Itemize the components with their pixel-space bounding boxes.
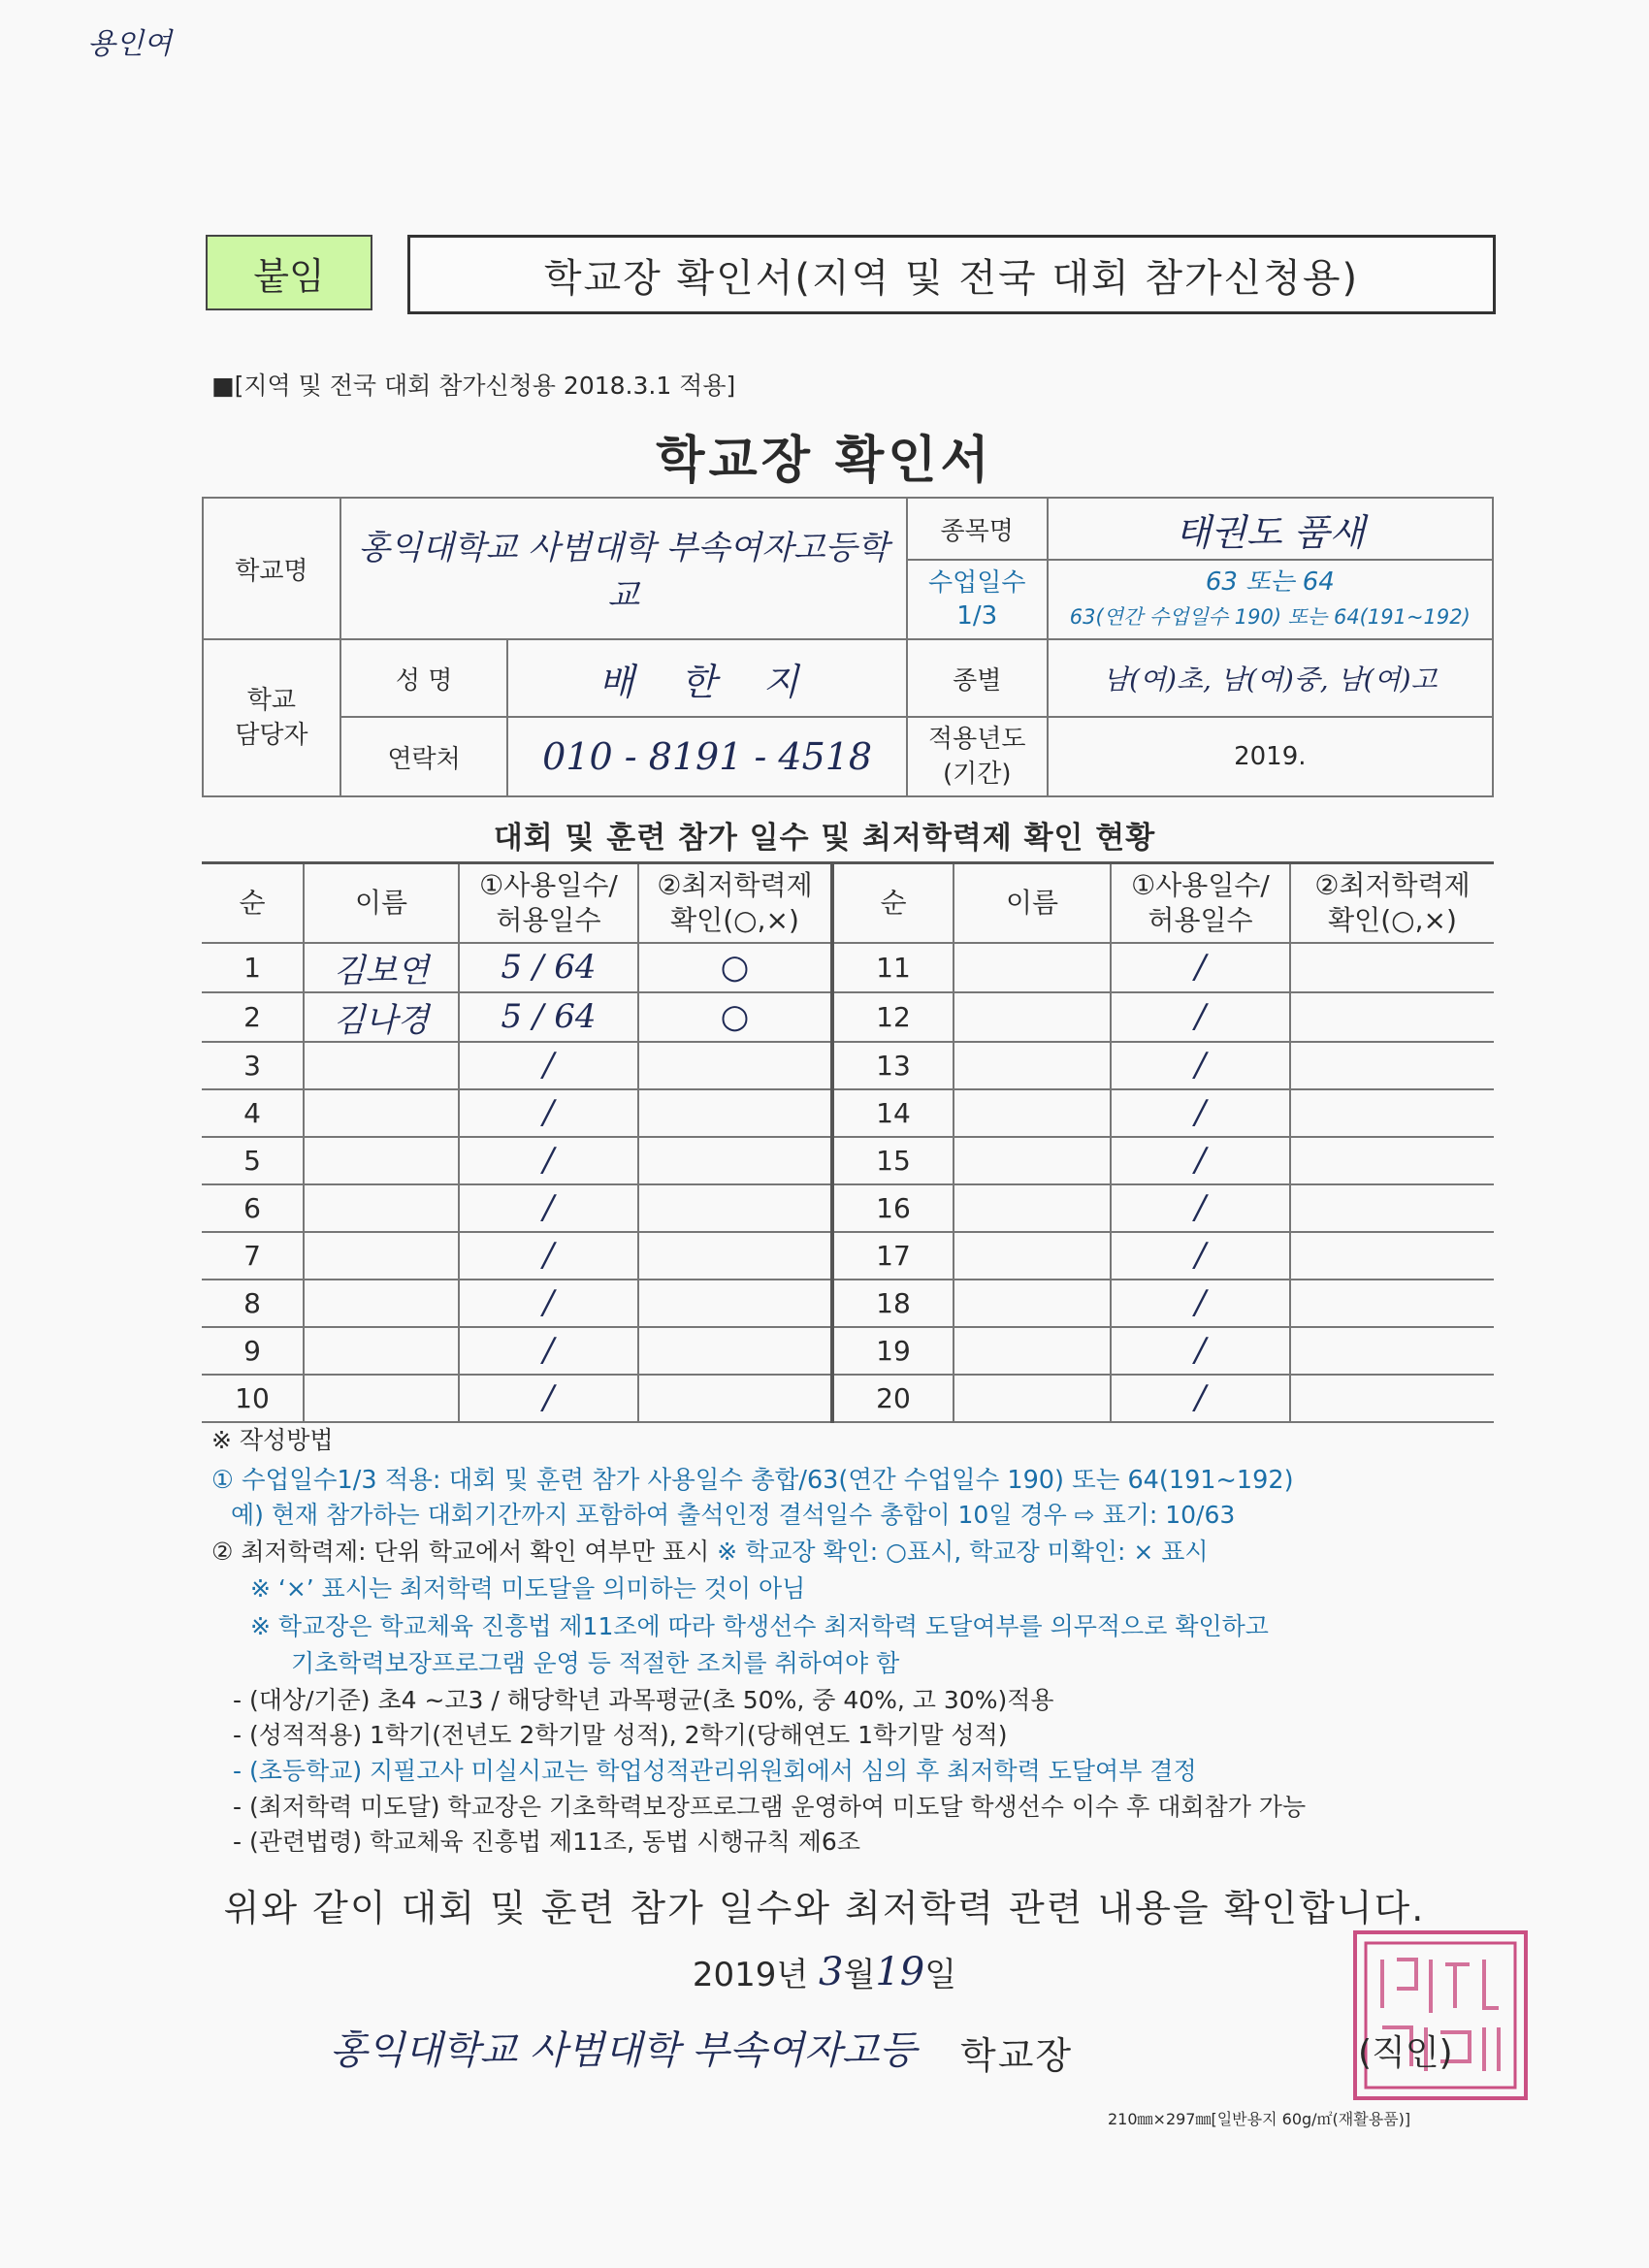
- contact-label: 연락처: [340, 717, 508, 796]
- row-no: 6: [202, 1184, 304, 1232]
- row-days: /: [1111, 1280, 1290, 1327]
- row-check: [638, 1327, 832, 1375]
- school-info-table: [202, 497, 1494, 797]
- school-value: 홍익대학교 사범대학 부속여자고등학교: [340, 498, 907, 639]
- header-check-line-2: 확인(○,×): [670, 903, 799, 936]
- row-no: 15: [832, 1137, 954, 1184]
- date-month-unit: 월: [843, 1956, 876, 1994]
- row-name: [304, 1089, 459, 1137]
- header-days-line-1: ①사용일수/: [1131, 868, 1270, 901]
- row-name: [304, 1184, 459, 1232]
- type-label: 종별: [907, 639, 1048, 717]
- event-label: 종목명: [907, 498, 1048, 560]
- row-check: [1290, 992, 1494, 1042]
- row-check: [1290, 1375, 1494, 1422]
- row-days: /: [1111, 1089, 1290, 1137]
- row-check: [1290, 1280, 1494, 1327]
- row-check: [638, 1375, 832, 1422]
- row-name: [954, 1042, 1111, 1089]
- row-days: /: [1111, 1375, 1290, 1422]
- attachment-tag: 붙임: [206, 235, 372, 310]
- row-days: /: [1111, 1137, 1290, 1184]
- row-name: [954, 943, 1111, 992]
- row-days: /: [459, 1137, 638, 1184]
- table-row: [202, 1280, 1494, 1327]
- header-days-line-1: ①사용일수/: [479, 868, 618, 901]
- date-day: 19: [875, 1949, 925, 1994]
- instruction-line: ① 수업일수1/3 적용: 대회 및 훈련 참가 사용일수 총합/63(연간 수업일수 190) 또는 64(191~192): [211, 1466, 1294, 1495]
- seal-label: (직인): [1358, 2033, 1453, 2073]
- row-no: 10: [202, 1375, 304, 1422]
- row-name: [954, 1327, 1111, 1375]
- row-days: /: [459, 1089, 638, 1137]
- row-days: /: [1111, 1327, 1290, 1375]
- row-days: /: [459, 1375, 638, 1422]
- row-check: [638, 1042, 832, 1089]
- row-days: /: [459, 1280, 638, 1327]
- confirmation-statement: 위와 같이 대회 및 훈련 참가 일수와 최저학력 관련 내용을 확인합니다.: [223, 1887, 1426, 1929]
- header-no: 순: [202, 863, 304, 943]
- signature-school-name: 홍익대학교 사범대학 부속여자고등: [330, 2028, 918, 2073]
- instruction-line: - (대상/기준) 초4 ~고3 / 해당학년 과목평균(초 50%, 중 40%, 고 30%)적용: [233, 1686, 1054, 1714]
- row-no: 12: [832, 992, 954, 1042]
- instruction-text-blue: ※ 학교장 확인: ○표시, 학교장 미확인: × 표시: [717, 1538, 1209, 1566]
- header-name: 이름: [304, 863, 459, 943]
- table-row: [202, 943, 1494, 992]
- page-title: 학교장 확인서: [656, 432, 993, 490]
- row-name: [954, 1184, 1111, 1232]
- manager-label: [203, 639, 340, 796]
- instruction-line: 기초학력보장프로그램 운영 등 적절한 조치를 취하여야 함: [291, 1649, 900, 1677]
- instructions-heading: ※ 작성방법: [211, 1426, 334, 1454]
- row-days: 5 / 64: [459, 943, 638, 992]
- days-label-line-2: 1/3: [956, 601, 998, 632]
- manager-label-line-1: 학교: [246, 686, 296, 715]
- days-value-line-1: 63 또는 64: [1205, 567, 1335, 598]
- row-days: /: [459, 1042, 638, 1089]
- paper-spec-footer: 210㎜×297㎜[일반용지 60g/㎡(재활용품)]: [1108, 2110, 1411, 2128]
- event-value: 태권도 품새: [1048, 498, 1493, 560]
- row-name: [304, 1232, 459, 1280]
- year-value: 2019.: [1048, 717, 1493, 796]
- row-no: 17: [832, 1232, 954, 1280]
- table-header-row: [202, 863, 1494, 943]
- header-check-line-1: ②최저학력제: [657, 868, 813, 901]
- manager-name-value: 배 한 지: [507, 639, 906, 717]
- instruction-line: ※ 학교장은 학교체육 진흥법 제11조에 따라 학생선수 최저학력 도달여부를 의무적으로 확인하고: [250, 1612, 1269, 1640]
- days-label: [907, 560, 1048, 639]
- year-label-line-1: 적용년도: [927, 725, 1026, 754]
- row-no: 16: [832, 1184, 954, 1232]
- row-check: ○: [638, 943, 832, 992]
- row-name: 김나경: [304, 992, 459, 1042]
- date-day-unit: 일: [924, 1956, 957, 1994]
- row-days: 5 / 64: [459, 992, 638, 1042]
- row-no: 9: [202, 1327, 304, 1375]
- row-name: [954, 992, 1111, 1042]
- row-name: [954, 1232, 1111, 1280]
- instruction-line: - (초등학교) 지필고사 미실시교는 학업성적관리위원회에서 심의 후 최저학력 도달여부 결정: [233, 1757, 1197, 1785]
- document-header-title: 학교장 확인서(지역 및 전국 대회 참가신청용): [407, 235, 1496, 314]
- participation-table: [202, 861, 1494, 1423]
- row-name: [954, 1137, 1111, 1184]
- header-days: [459, 863, 638, 943]
- days-value: [1048, 560, 1493, 639]
- row-days: /: [459, 1184, 638, 1232]
- row-check: [1290, 1327, 1494, 1375]
- usage-notice: ■[지역 및 전국 대회 참가신청용 2018.3.1 적용]: [211, 372, 736, 400]
- row-check: [638, 1232, 832, 1280]
- row-no: 3: [202, 1042, 304, 1089]
- instruction-line: 예) 현재 참가하는 대회기간까지 포함하여 출석인정 결석일수 총합이 10일 경우 ⇨ 표기: 10/63: [231, 1501, 1236, 1529]
- table-row: [202, 1089, 1494, 1137]
- row-name: 김보연: [304, 943, 459, 992]
- row-days: /: [1111, 1184, 1290, 1232]
- row-days: /: [1111, 1232, 1290, 1280]
- row-no: 20: [832, 1375, 954, 1422]
- row-days: /: [1111, 1042, 1290, 1089]
- row-check: [638, 1280, 832, 1327]
- row-days: /: [459, 1232, 638, 1280]
- header-days-line-2: 허용일수: [1148, 903, 1253, 936]
- row-check: [638, 1184, 832, 1232]
- school-label: 학교명: [203, 498, 340, 639]
- instruction-line: - (관련법령) 학교체육 진흥법 제11조, 동법 시행규칙 제6조: [233, 1828, 860, 1856]
- row-no: 13: [832, 1042, 954, 1089]
- row-no: 2: [202, 992, 304, 1042]
- table-row: [202, 1137, 1494, 1184]
- row-days: /: [459, 1327, 638, 1375]
- row-check: [638, 1137, 832, 1184]
- row-no: 4: [202, 1089, 304, 1137]
- header-name: 이름: [954, 863, 1111, 943]
- row-name: [304, 1280, 459, 1327]
- date-month: 3: [819, 1949, 844, 1994]
- header-check: [638, 863, 832, 943]
- row-check: [1290, 1137, 1494, 1184]
- type-value: 남(여)초, 남(여)중, 남(여)고: [1048, 639, 1493, 717]
- row-name: [304, 1042, 459, 1089]
- row-no: 1: [202, 943, 304, 992]
- row-days: /: [1111, 943, 1290, 992]
- row-name: [954, 1280, 1111, 1327]
- year-label: [907, 717, 1048, 796]
- row-name: [304, 1375, 459, 1422]
- days-label-line-1: 수업일수: [927, 568, 1026, 599]
- table-row: [202, 1232, 1494, 1280]
- header-check-line-1: ②최저학력제: [1314, 868, 1471, 901]
- row-check: ○: [638, 992, 832, 1042]
- row-no: 19: [832, 1327, 954, 1375]
- row-no: 11: [832, 943, 954, 992]
- status-section-title: 대회 및 훈련 참가 일수 및 최저학력제 확인 현황: [493, 821, 1156, 856]
- table-row: [202, 992, 1494, 1042]
- principal-label: 학교장: [960, 2034, 1074, 2077]
- date-year: 2019년: [692, 1956, 809, 1994]
- instruction-line: [211, 1533, 1209, 1568]
- row-check: [638, 1089, 832, 1137]
- row-no: 5: [202, 1137, 304, 1184]
- row-no: 8: [202, 1280, 304, 1327]
- row-no: 7: [202, 1232, 304, 1280]
- row-name: [304, 1327, 459, 1375]
- instruction-line: - (성적적용) 1학기(전년도 2학기말 성적), 2학기(당해연도 1학기말 성적): [233, 1721, 1008, 1749]
- header-days-line-2: 허용일수: [496, 903, 601, 936]
- instruction-line: ※ ‘×’ 표시는 최저학력 미도달을 의미하는 것이 아님: [250, 1574, 806, 1603]
- instruction-text: ② 최저학력제: 단위 학교에서 확인 여부만 표시: [211, 1538, 718, 1566]
- table-row: [202, 1375, 1494, 1422]
- row-no: 14: [832, 1089, 954, 1137]
- row-check: [1290, 1089, 1494, 1137]
- header-check-line-2: 확인(○,×): [1328, 903, 1457, 936]
- contact-value: 010 - 8191 - 4518: [507, 717, 906, 796]
- table-row: [202, 1327, 1494, 1375]
- year-label-line-2: (기간): [942, 760, 1012, 789]
- row-check: [1290, 943, 1494, 992]
- row-name: [954, 1089, 1111, 1137]
- table-row: [202, 1184, 1494, 1232]
- handwritten-corner-note: 용인여: [87, 27, 172, 61]
- row-days: /: [1111, 992, 1290, 1042]
- instruction-line: - (최저학력 미도달) 학교장은 기초학력보장프로그램 운영하여 미도달 학생선수 이수 후 대회참가 가능: [233, 1793, 1307, 1821]
- header-no: 순: [832, 863, 954, 943]
- manager-label-line-2: 담당자: [235, 721, 308, 750]
- row-check: [1290, 1184, 1494, 1232]
- header-check: [1290, 863, 1494, 943]
- row-no: 18: [832, 1280, 954, 1327]
- header-days: [1111, 863, 1290, 943]
- row-check: [1290, 1232, 1494, 1280]
- row-name: [304, 1137, 459, 1184]
- days-value-line-2: 63(연간 수업일수 190) 또는 64(191~192): [1069, 605, 1471, 630]
- row-name: [954, 1375, 1111, 1422]
- name-label: 성 명: [340, 639, 508, 717]
- row-check: [1290, 1042, 1494, 1089]
- table-row: [202, 1042, 1494, 1089]
